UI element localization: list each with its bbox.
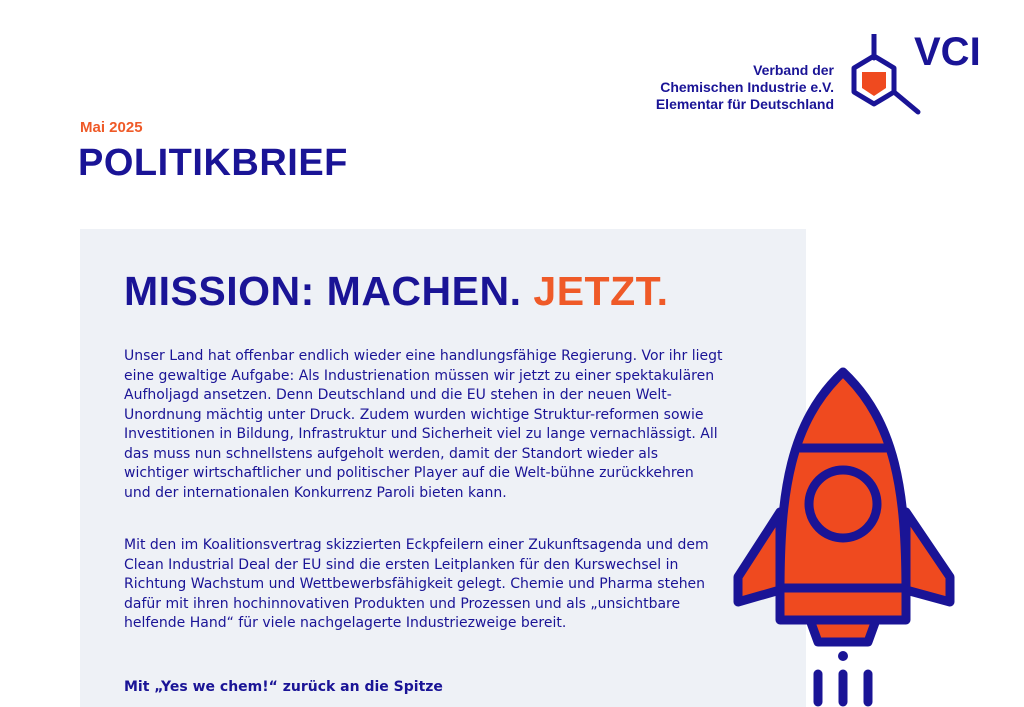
article-headline xyxy=(124,268,669,315)
headline-main: MISSION: MACHEN. xyxy=(124,268,522,314)
org-line-1: Verband der xyxy=(753,62,834,78)
vci-wordmark: VCI xyxy=(914,30,981,74)
organization-lines xyxy=(656,62,834,113)
article-subheading: Mit „Yes we chem!“ zurück an die Spitze xyxy=(124,679,443,695)
rocket-icon xyxy=(718,352,968,707)
headline-accent: JETZT. xyxy=(533,268,669,314)
org-line-2: Chemischen Industrie e.V. xyxy=(660,79,834,95)
date-label: Mai 2025 xyxy=(80,119,143,136)
document-title: POLITIKBRIEF xyxy=(78,142,348,184)
org-line-3: Elementar für Deutschland xyxy=(655,96,834,112)
article-paragraph-1: Unser Land hat offenbar endlich wieder eine handlungsfähige Regierung. Vor ihr liegt eine gewaltige Aufgabe: Als Industrienation müssen wir jetzt zu einer spektakulären Aufholjagd ansetzen. Denn Deutschland und die EU stehen in der neuen Welt-Unordnung mächtig unter Druck. Zudem wurden wichtige Struktur-reformen sowie Investitionen in Bildung, Infrastruktur und Sicherheit viel zu lange vernachlässigt. All das muss nun schnellstens aufgeholt werden, damit der Standort wieder als wichtiger wirtschaftlicher und politischer Player auf die Welt-bühne zurückkehren und der internationalen Konkurrenz Paroli bieten kann. xyxy=(124,348,723,501)
article-paragraph-2: Mit den im Koalitionsvertrag skizzierten Eckpfeilern einer Zukunftsagenda und dem Clean Industrial Deal der EU sind die ersten Leitplanken für den Kurswechsel in Richtung Wachstum und Wettbewerbsfähigkeit gelegt. Chemie und Pharma stehen dafür mit ihren hochinnovativen Produkten und Prozessen und als „unsichtbare helfende Hand“ für viele nachgelagerte Industriezweige bereit. xyxy=(124,537,709,631)
